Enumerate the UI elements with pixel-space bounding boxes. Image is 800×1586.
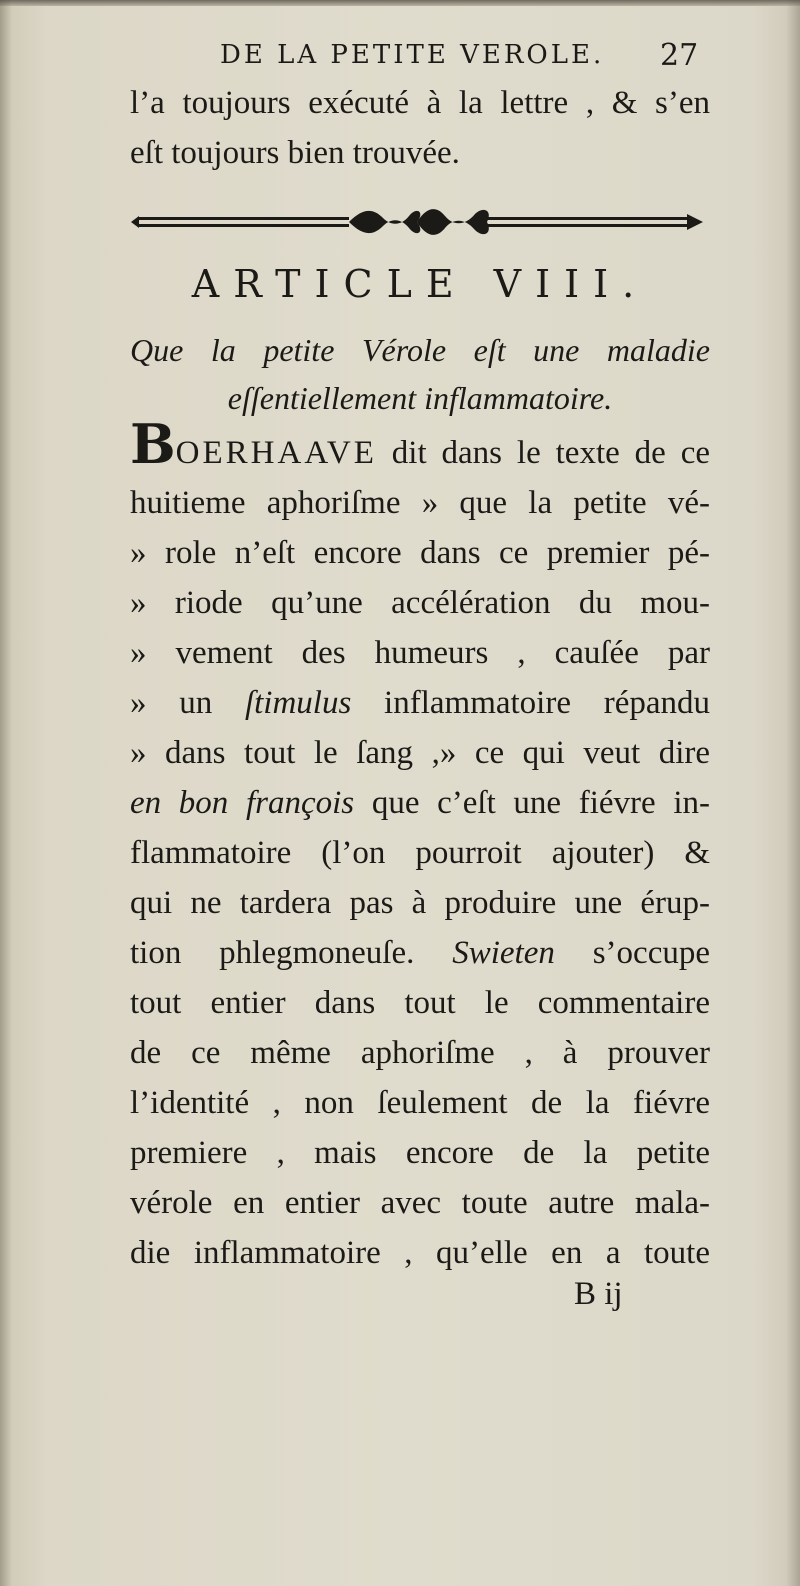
italic-term: ſtimulus [244,685,352,721]
text-line: flammatoire (l’on pourroit ajouter) & [130,835,710,871]
italic-name: Swieten [452,935,555,971]
author-name: OERHAAVE [175,435,377,471]
text-line: » role n’eſt encore dans ce premier pé- [130,535,710,571]
text-line: l’a toujours exécuté à la lettre , & s’en [130,85,710,121]
article-subtitle [130,326,710,422]
text-line: premiere , mais encore de la petite [130,1135,710,1171]
text-line: l’identité , non ſeulement de la fiévre [130,1085,710,1121]
subtitle-line: Que la petite Vérole eſt une maladie [130,332,710,368]
text-fragment: que c’eſt une fiévre in- [354,785,710,821]
text-line [130,778,710,828]
running-title: DE LA PETITE VEROLE. [220,40,605,70]
drop-cap: B [130,412,176,476]
text-fragment: tion phlegmoneuſe. [130,935,453,971]
text-line: qui ne tardera pas à produire une érup- [130,885,710,921]
signature-mark: B ij [574,1276,623,1312]
edge-shadow [786,0,800,1586]
text-line [130,412,710,478]
text-line: de ce même aphoriſme , à prouver [130,1035,710,1071]
page-number: 27 [660,38,699,73]
text-line [130,678,710,728]
text-line: » dans tout le ſang ,» ce qui veut dire [130,735,710,771]
text-fragment: » un [130,685,245,721]
text-fragment: inflammatoire répandu [351,685,711,721]
text-line: » riode qu’une accélération du mou- [130,585,710,621]
text-fragment: dit dans le texte de ce [376,435,710,471]
italic-term: en bon françois [130,785,355,821]
text-line [130,928,710,978]
body-text [130,412,711,1278]
page-top-edge [0,0,800,6]
carryover-text [130,78,710,178]
text-line: tout entier dans tout le commentaire [130,985,710,1021]
text-fragment: s’occupe [554,935,710,971]
typographic-rule-ornament-icon [125,200,710,242]
gutter-shadow [0,0,12,1586]
subtitle-line: eſſentiellement inflammatoire. [227,380,613,416]
running-head [0,40,800,80]
text-line: huitieme aphoriſme » que la petite vé- [130,485,710,521]
text-line: » vement des humeurs , cauſée par [130,635,710,671]
text-line: die inflammatoire , qu’elle en a toute [130,1235,710,1271]
article-heading: ARTICLE VIII. [191,262,649,306]
text-line: eſt toujours bien trouvée. [130,135,460,171]
text-line: vérole en entier avec toute autre mala- [130,1185,710,1221]
